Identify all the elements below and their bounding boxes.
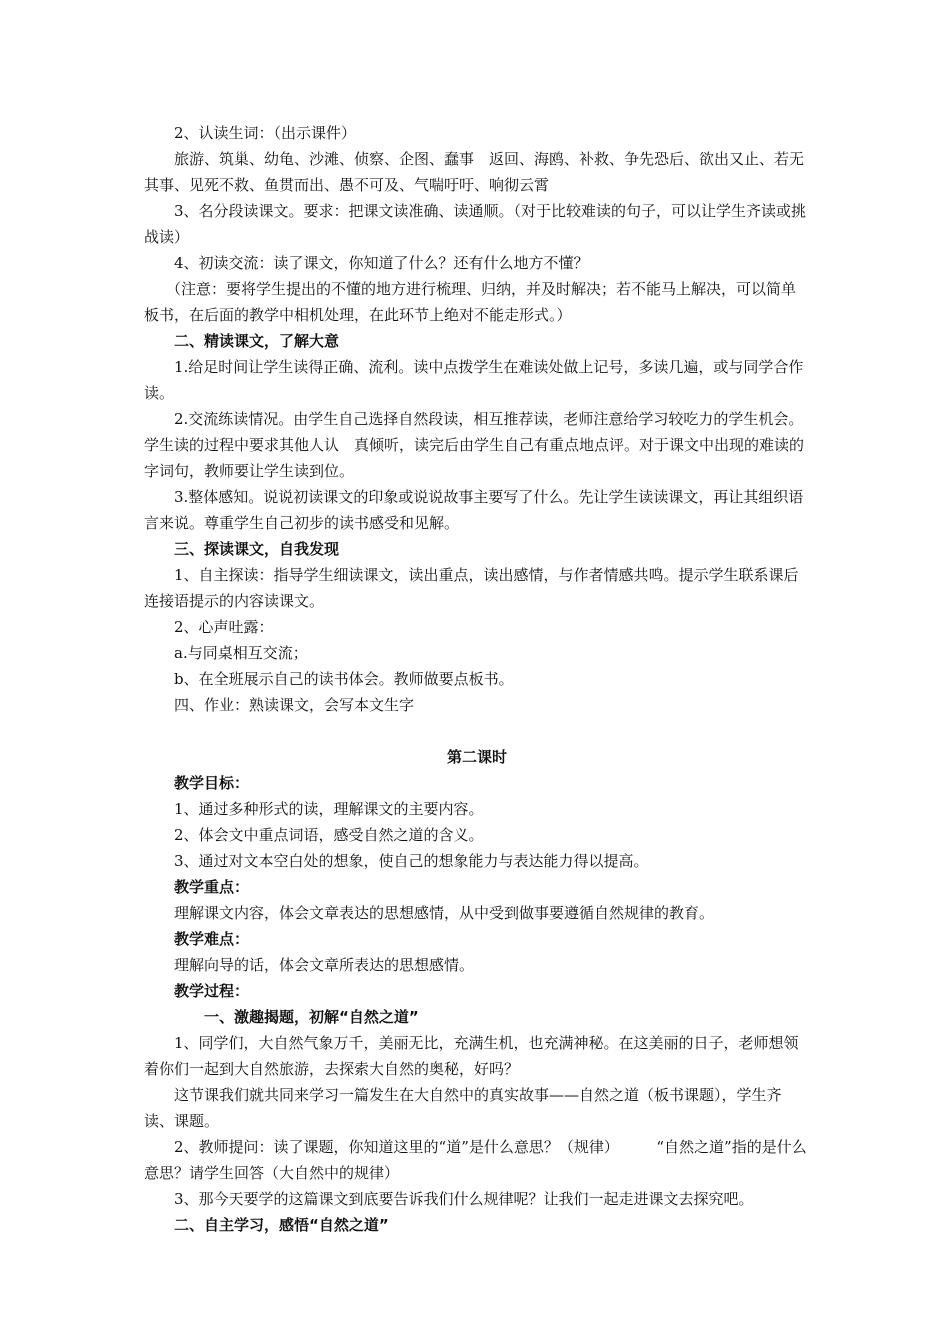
key-label: 教学重点： — [174, 878, 250, 896]
paragraph: 2、认读生词：（出示课件） — [174, 124, 357, 142]
paragraph: 1、同学们，大自然气象万千，美丽无比，充满生机，也充满神秘。在这美丽的日子，老师想领着你们一起到大自然旅游，去探索大自然的奥秘，好吗？ — [144, 1034, 799, 1078]
paragraph: 2.交流练读情况。由学生自己选择自然段读，相互推荐读，老师注意给学习较吃力的学生机会。学生读的过程中要求其他人认 真倾听，读完后由学生自己有重点地点评。对于课文中出现的难读的字词句，教师要让学生读到位。 — [144, 410, 805, 480]
key-text: 理解课文内容，体会文章表达的思想感情，从中受到做事要遵循自然规律的教育。 — [174, 904, 715, 922]
paragraph: 3、名分段读课文。要求：把课文读准确、读通顺。（对于比较难读的句子，可以让学生齐读或挑战读） — [144, 202, 807, 246]
goals-label: 教学目标： — [174, 774, 250, 792]
goal-item: 3、通过对文本空白处的想象，使自己的想象能力与表达能力得以提高。 — [174, 852, 649, 870]
section-heading: 三、探读课文，自我发现 — [174, 540, 340, 558]
paragraph: 2、心声吐露： — [174, 618, 274, 636]
process-label: 教学过程： — [174, 982, 250, 1000]
paragraph: 四、作业：熟读课文，会写本文生字 — [174, 696, 415, 714]
step-heading: 二、自主学习，感悟“自然之道” — [174, 1216, 389, 1234]
paragraph: 3、那今天要学的这篇课文到底要告诉我们什么规律呢？让我们一起走进课文去探究吧。 — [174, 1190, 754, 1208]
paragraph: 2、教师提问：读了课题，你知道这里的“道”是什么意思？（规律） “自然之道”指的是什么意思？请学生回答（大自然中的规律） — [144, 1138, 807, 1182]
paragraph: a.与同桌相互交流； — [174, 644, 308, 662]
paragraph: b、在全班展示自己的读书体会。教师做要点板书。 — [174, 670, 514, 688]
goal-item: 1、通过多种形式的读，理解课文的主要内容。 — [174, 800, 484, 818]
paragraph: 4、初读交流：读了课文，你知道了什么？还有什么地方不懂？ — [174, 254, 589, 272]
step-heading: 一、激趣揭题，初解“自然之道” — [204, 1008, 419, 1026]
paragraph: 这节课我们就共同来学习一篇发生在大自然中的真实故事——自然之道（板书课题），学生齐读、课题。 — [144, 1086, 782, 1130]
paragraph: 1.给足时间让学生读得正确、流利。读中点拨学生在难读处做上记号，多读几遍，或与同学合作读。 — [144, 358, 804, 402]
paragraph: （注意：要将学生提出的不懂的地方进行梳理、归纳，并及时解决；若不能马上解决，可以简单板书，在后面的教学中相机处理，在此环节上绝对不能走形式。） — [144, 280, 797, 324]
paragraph: 3.整体感知。说说初读课文的印象或说说故事主要写了什么。先让学生读读课文，再让其组织语言来说。尊重学生自己初步的读书感受和见解。 — [144, 488, 804, 532]
difficulty-label: 教学难点： — [174, 930, 250, 948]
section-heading: 二、精读课文，了解大意 — [174, 332, 340, 350]
paragraph: 1、自主探读：指导学生细读课文，读出重点，读出感情，与作者情感共鸣。提示学生联系课后连接语提示的内容读课文。 — [144, 566, 799, 610]
document-page — [144, 120, 810, 1238]
lesson-title: 第二课时 — [446, 748, 507, 766]
difficulty-text: 理解向导的话，体会文章所表达的思想感情。 — [174, 956, 475, 974]
goal-item: 2、体会文中重点词语，感受自然之道的含义。 — [174, 826, 484, 844]
paragraph: 旅游、筑巢、幼龟、沙滩、侦察、企图、蠢事 返回、海鸥、补救、争先恐后、欲出又止、若无其事、见死不救、鱼贯而出、愚不可及、气喘吁吁、响彻云霄 — [144, 150, 805, 194]
